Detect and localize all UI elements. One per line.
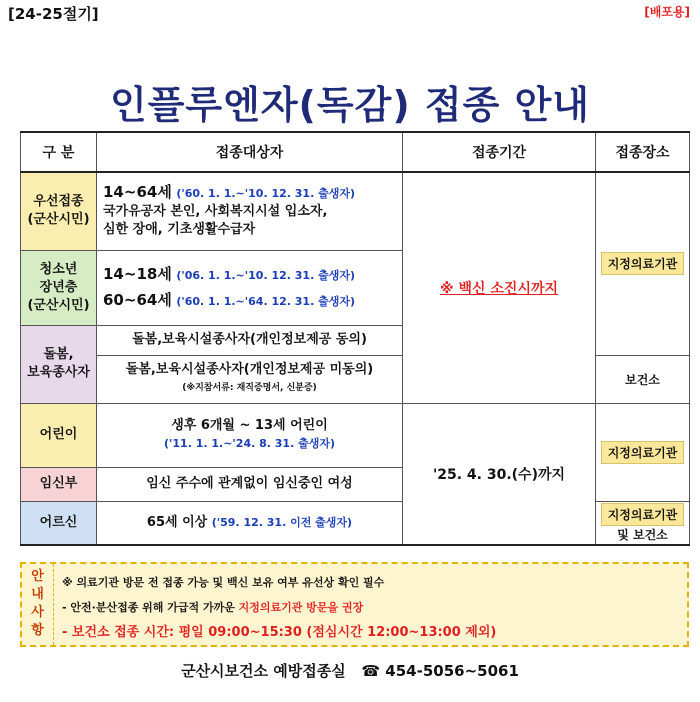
notice-label-char: 안	[31, 569, 44, 584]
category-label: 청소년	[39, 261, 78, 277]
category-pregnant: 임신부	[21, 467, 97, 501]
footer	[0, 660, 700, 681]
table-row	[21, 172, 690, 250]
category-youth	[21, 250, 97, 325]
season-label: [24-25절기]	[8, 5, 99, 23]
header-period: 접종기간	[403, 132, 596, 172]
category-sublabel: (군산시민)	[27, 212, 90, 228]
age-range: 14~64세	[103, 183, 172, 202]
birth-range: ('06. 1. 1.~'10. 12. 31. 출생자)	[176, 268, 355, 282]
distribution-label: [배포용]	[644, 5, 690, 19]
target-youth	[97, 250, 403, 325]
period-second: '25. 4. 30.(수)까지	[403, 403, 596, 545]
target-care-no-consent	[97, 355, 403, 403]
target-line: 국가유공자 본인, 사회복지시설 입소자,	[103, 204, 328, 220]
age-range: 60~64세	[103, 290, 172, 309]
header-row	[21, 132, 690, 172]
notice-text: - 안전·분산접종 위해 가급적 가까운	[62, 601, 239, 614]
age-range: 14~18세	[103, 264, 172, 283]
page-title: 인플루엔자(독감) 접종 안내	[110, 83, 590, 127]
notice-highlight: 지정의료기관 방문을 권장	[238, 601, 364, 614]
category-care	[21, 325, 97, 403]
birth-range: ('60. 1. 1.~'10. 12. 31. 출생자)	[176, 187, 355, 201]
period-first: ※ 백신 소진시까지	[403, 172, 596, 403]
birth-range: ('59. 12. 31. 이전 출생자)	[211, 515, 353, 529]
category-label: 우선접종	[33, 194, 84, 210]
age-range: 65세 이상	[146, 514, 208, 530]
category-priority	[21, 172, 97, 250]
category-children: 어린이	[21, 403, 97, 467]
notice-lines	[62, 570, 496, 645]
place-badge: 지정의료기관	[601, 252, 685, 275]
place-badge: 지정의료기관	[601, 503, 685, 526]
place-badge: 지정의료기관	[601, 441, 685, 464]
footer-phone: 454-5056~5061	[385, 662, 519, 680]
category-label: 보육종사자	[27, 365, 90, 380]
category-label: 돌봄,	[43, 347, 74, 362]
document-note: (※지참서류: 재직증명서, 신분증)	[182, 383, 317, 393]
header-place: 접종장소	[596, 132, 690, 172]
target-children	[97, 403, 403, 467]
place-designated-2	[596, 403, 690, 501]
category-elderly: 어르신	[21, 501, 97, 545]
target-line: 생후 6개월 ~ 13세 어린이	[171, 418, 328, 433]
notice-line	[62, 595, 496, 620]
place-designated-1	[596, 172, 690, 355]
header-target: 접종대상자	[97, 132, 403, 172]
category-label: 장년층	[39, 279, 78, 295]
notice-line: ※ 의료기관 방문 전 접종 가능 및 백신 보유 여부 유선상 확인 필수	[62, 576, 385, 589]
target-line: 돌봄,보육시설종사자(개인정보제공 미동의)	[125, 362, 374, 377]
footer-org: 군산시보건소 예방접종실	[181, 662, 346, 680]
header-category: 구 분	[21, 132, 97, 172]
notice-label-char: 내	[31, 587, 44, 602]
target-priority	[97, 172, 403, 250]
target-line: 심한 장애, 기초생활수급자	[103, 222, 256, 238]
notice-line: - 보건소 접종 시간: 평일 09:00~15:30 (점심시간 12:00~13:00 제외)	[62, 625, 497, 640]
target-elderly	[97, 501, 403, 545]
notice-label	[22, 564, 54, 645]
notice-box	[20, 562, 689, 647]
place-designated-3	[596, 501, 690, 545]
birth-range: ('60. 1. 1.~'64. 12. 31. 출생자)	[176, 294, 355, 308]
place-sublabel: 및 보건소	[617, 527, 668, 542]
notice-label-char: 항	[31, 623, 44, 638]
birth-range: ('11. 1. 1.~'24. 8. 31. 출생자)	[164, 437, 335, 450]
target-care-consent: 돌봄,보육시설종사자(개인정보제공 동의)	[97, 325, 403, 355]
vaccination-table	[20, 131, 690, 546]
phone-icon: ☎	[361, 662, 381, 680]
category-sublabel: (군산시민)	[27, 297, 90, 313]
table-row	[21, 403, 690, 467]
target-pregnant: 임신 주수에 관계없이 임신중인 여성	[97, 467, 403, 501]
notice-label-char: 사	[31, 605, 44, 620]
place-health-center: 보건소	[596, 355, 690, 403]
